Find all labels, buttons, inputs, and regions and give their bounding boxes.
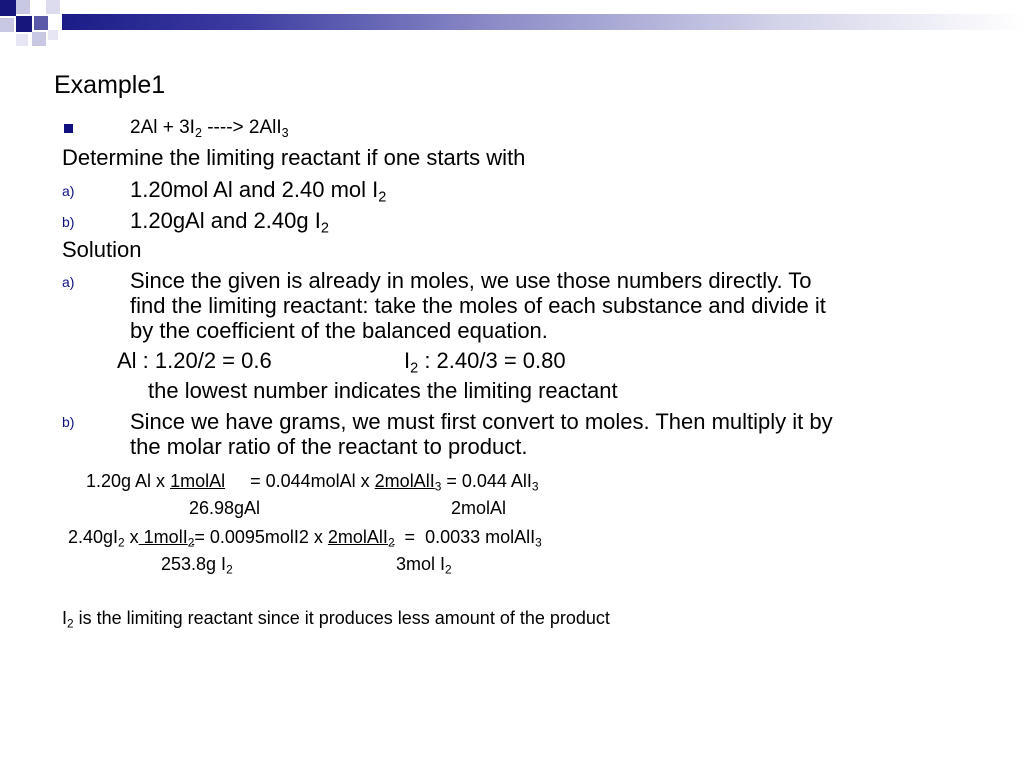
slide-title: Example1 xyxy=(54,71,166,99)
decor-square xyxy=(16,16,32,32)
calc-i2: $I_2$ : 2.40/3 = 0.80 xyxy=(404,348,566,377)
conversion-2: $2.40gI_2$ x 1molI$_2$= 0.0095molI2 x 2molAlI$_2$ = 0.0033 molAlI$_3$ xyxy=(68,527,542,550)
solution-heading: Solution xyxy=(62,237,142,262)
list-marker: b) xyxy=(62,414,75,430)
conversion-2-denominator: 3mol $I_2$ xyxy=(396,554,452,577)
problem-b: 1.20gAl and 2.40g $I_2$ xyxy=(130,208,329,237)
solution-b-line: the molar ratio of the reactant to product. xyxy=(130,434,528,459)
solution-a-line: find the limiting reactant: take the moles of each substance and divide it xyxy=(130,293,826,318)
problem-a: 1.20mol Al and 2.40 mol $I_2$ xyxy=(130,177,387,206)
square-bullet-icon xyxy=(64,124,73,133)
decor-square xyxy=(16,34,28,46)
conversion-1-denominator: 2molAl xyxy=(451,498,507,518)
gradient-band xyxy=(62,14,1024,30)
list-marker: a) xyxy=(62,274,75,290)
problem-prompt: Determine the limiting reactant if one starts with xyxy=(62,145,526,170)
conversion-1-denominator: 26.98gAl xyxy=(189,498,261,518)
decor-square xyxy=(34,16,48,30)
lowest-note: the lowest number indicates the limiting reactant xyxy=(148,378,618,403)
solution-a-line: by the coefficient of the balanced equation. xyxy=(130,318,548,343)
list-marker: b) xyxy=(62,214,75,230)
balanced-equation: $2Al + 3I_2$ ----> 2AlI$_3$ xyxy=(130,117,289,140)
decor-square xyxy=(32,32,46,46)
decor-square xyxy=(46,0,60,14)
decor-square xyxy=(0,0,16,16)
list-marker: a) xyxy=(62,183,75,199)
calc-al: Al : 1.20/2 = 0.6 xyxy=(117,348,272,373)
solution-b-line: Since we have grams, we must first convert to moles. Then multiply it by xyxy=(130,409,833,434)
solution-a-line: Since the given is already in moles, we use those numbers directly. To xyxy=(130,268,812,293)
conclusion: $I_2$ is the limiting reactant since it produces less amount of the product xyxy=(62,608,610,631)
decor-square xyxy=(0,18,14,32)
decor-square xyxy=(48,30,58,40)
conversion-2-denominator: 253.8g $I_2$ xyxy=(161,554,233,577)
decor-square xyxy=(16,0,30,14)
conversion-1: 1.20g Al x 1molAl = 0.044molAl x 2molAlI$_3$ = 0.044 AlI$_3$ xyxy=(86,471,539,494)
title-decoration-bar xyxy=(0,0,1024,48)
